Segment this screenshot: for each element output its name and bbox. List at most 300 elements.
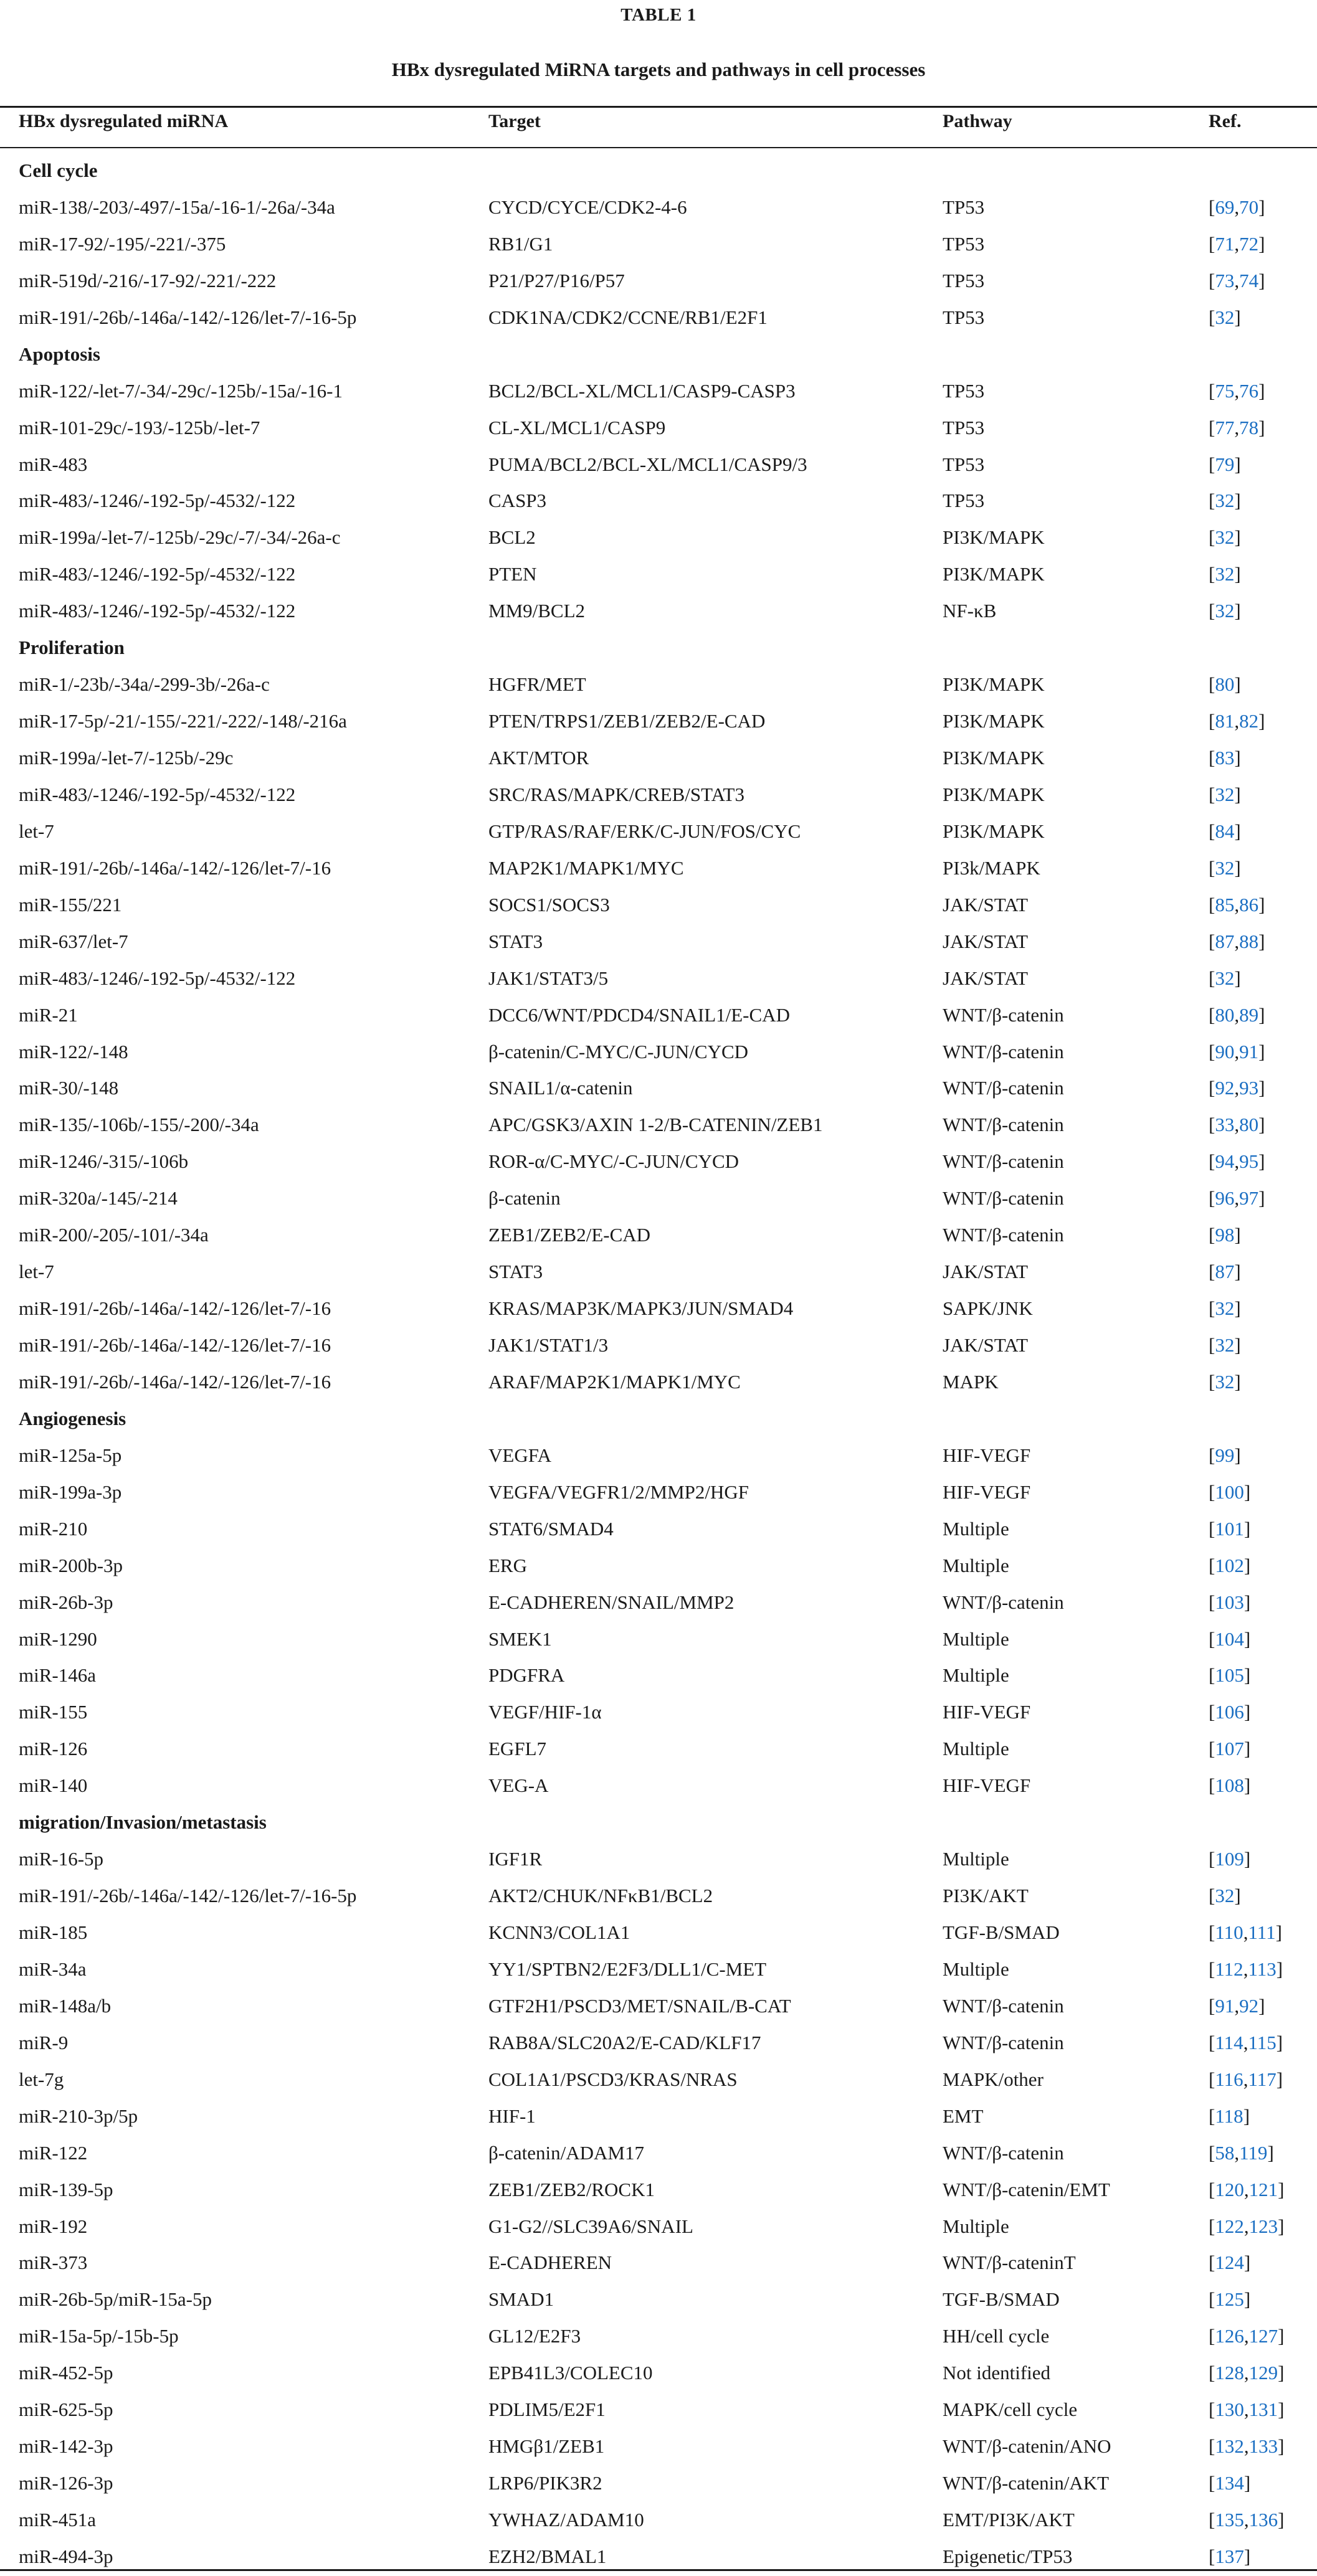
reference-link[interactable]: 32 xyxy=(1215,967,1235,989)
table-row xyxy=(0,1181,1317,1218)
table-row xyxy=(0,1071,1317,1107)
mirna-cell: miR-200/-205/-101/-34a xyxy=(19,1224,209,1246)
reference-link[interactable]: 114 xyxy=(1215,2031,1243,2053)
mirna-cell: let-7 xyxy=(19,1261,54,1283)
mirna-cell: miR-199a/-let-7/-125b/-29c/-7/-34/-26a-c xyxy=(19,526,341,549)
mirna-cell: miR-21 xyxy=(19,1003,78,1026)
target-cell: IGF1R xyxy=(488,1848,543,1870)
reference-link[interactable]: 134 xyxy=(1215,2472,1244,2494)
table-row xyxy=(0,410,1317,447)
ref-cell: [134] xyxy=(1209,2472,1251,2494)
target-cell: AKT2/CHUK/NFκB1/BCL2 xyxy=(488,1885,713,1907)
table-row xyxy=(0,190,1317,227)
pathway-cell: MAPK xyxy=(943,1370,999,1393)
table-caption: HBx dysregulated MiRNA targets and pathways in cell processes xyxy=(391,59,926,80)
ref-cell: [124] xyxy=(1209,2252,1251,2274)
ref-cell: [107] xyxy=(1209,1738,1251,1760)
target-cell: SNAIL1/α-catenin xyxy=(488,1077,633,1099)
reference-link[interactable]: 129 xyxy=(1248,2362,1278,2384)
mirna-cell: miR-483/-1246/-192-5p/-4532/-122 xyxy=(19,783,296,805)
reference-link[interactable]: 108 xyxy=(1215,1774,1244,1797)
pathway-cell: PI3K/MAPK xyxy=(943,783,1045,805)
target-cell: VEGFA xyxy=(488,1444,552,1466)
ref-cell: [137] xyxy=(1209,2545,1251,2567)
target-cell: HGFR/MET xyxy=(488,673,586,696)
ref-cell: [101] xyxy=(1209,1517,1251,1540)
pathway-cell: Multiple xyxy=(943,1738,1009,1760)
reference-link[interactable]: 87 xyxy=(1215,930,1235,952)
target-cell: BCL2 xyxy=(488,526,536,549)
ref-cell: [79] xyxy=(1209,453,1241,475)
reference-link[interactable]: 113 xyxy=(1248,1958,1277,1980)
pathway-cell: MAPK/cell cycle xyxy=(943,2398,1078,2421)
pathway-cell: PI3k/MAPK xyxy=(943,856,1040,879)
table-row xyxy=(0,483,1317,520)
mirna-cell: miR-191/-26b/-146a/-142/-126/let-7/-16 xyxy=(19,1370,331,1393)
reference-link[interactable]: 125 xyxy=(1215,2288,1244,2311)
table-row xyxy=(0,1878,1317,1915)
reference-link[interactable]: 109 xyxy=(1215,1848,1244,1870)
target-cell: PDLIM5/E2F1 xyxy=(488,2398,606,2421)
reference-link[interactable]: 99 xyxy=(1215,1444,1235,1466)
reference-link[interactable]: 128 xyxy=(1215,2362,1244,2384)
target-cell: DCC6/WNT/PDCD4/SNAIL1/E-CAD xyxy=(488,1003,790,1026)
pathway-cell: WNT/β-cateninT xyxy=(943,2252,1076,2274)
table-row xyxy=(0,2466,1317,2503)
ref-cell: [116,117] xyxy=(1209,2068,1283,2090)
section-label: Proliferation xyxy=(19,637,125,659)
ref-cell: [80] xyxy=(1209,673,1241,696)
table-row xyxy=(0,1658,1317,1695)
pathway-cell: WNT/β-catenin/ANO xyxy=(943,2435,1111,2458)
reference-link[interactable]: 135 xyxy=(1215,2509,1244,2531)
reference-link[interactable]: 32 xyxy=(1215,306,1235,328)
table-row xyxy=(0,557,1317,594)
ref-cell: [104] xyxy=(1209,1627,1251,1650)
reference-link[interactable]: 123 xyxy=(1248,2215,1278,2237)
pathway-cell: EMT xyxy=(943,2105,984,2127)
pathway-cell: Multiple xyxy=(943,1664,1009,1687)
ref-cell: [85,86] xyxy=(1209,893,1265,916)
ref-cell: [32] xyxy=(1209,600,1241,622)
target-cell: CASP3 xyxy=(488,490,547,512)
mirna-cell: miR-192 xyxy=(19,2215,88,2237)
pathway-cell: HIF-VEGF xyxy=(943,1701,1031,1723)
mirna-cell: miR-483 xyxy=(19,453,88,475)
table-row xyxy=(0,1035,1317,1071)
target-cell: CYCD/CYCE/CDK2-4-6 xyxy=(488,196,687,218)
reference-link[interactable]: 77 xyxy=(1215,416,1235,438)
mirna-cell: miR-135/-106b/-155/-200/-34a xyxy=(19,1114,259,1136)
target-cell: MM9/BCL2 xyxy=(488,600,586,622)
target-cell: STAT3 xyxy=(488,1261,543,1283)
reference-link[interactable]: 127 xyxy=(1248,2325,1278,2347)
pathway-cell: MAPK/other xyxy=(943,2068,1044,2090)
reference-link[interactable]: 32 xyxy=(1215,563,1235,585)
ref-cell: [69,70] xyxy=(1209,196,1265,218)
reference-link[interactable]: 115 xyxy=(1248,2031,1277,2053)
section-label: Apoptosis xyxy=(19,343,100,365)
pathway-cell: JAK/STAT xyxy=(943,930,1029,952)
target-cell: β-catenin/C-MYC/C-JUN/CYCD xyxy=(488,1040,749,1063)
mirna-cell: miR-30/-148 xyxy=(19,1077,119,1099)
ref-cell: [128,129] xyxy=(1209,2362,1285,2384)
reference-link[interactable]: 32 xyxy=(1215,1334,1235,1356)
pathway-cell: JAK/STAT xyxy=(943,1334,1029,1356)
target-cell: EZH2/BMAL1 xyxy=(488,2545,607,2567)
table-label: TABLE 1 xyxy=(620,5,697,25)
mirna-cell: miR-191/-26b/-146a/-142/-126/let-7/-16 xyxy=(19,1334,331,1356)
table-row xyxy=(0,1989,1317,2025)
target-cell: MAP2K1/MAPK1/MYC xyxy=(488,856,684,879)
ref-cell: [32] xyxy=(1209,856,1241,879)
table-row xyxy=(0,227,1317,263)
ref-cell: [32] xyxy=(1209,1370,1241,1393)
table-row xyxy=(0,374,1317,410)
ref-cell: [32] xyxy=(1209,967,1241,989)
reference-link[interactable]: 32 xyxy=(1215,1370,1235,1393)
table-row xyxy=(0,1512,1317,1548)
reference-link[interactable]: 131 xyxy=(1248,2398,1278,2421)
reference-link[interactable]: 91 xyxy=(1215,1994,1235,2017)
reference-link[interactable]: 101 xyxy=(1215,1517,1244,1540)
table-row xyxy=(0,777,1317,814)
section-heading xyxy=(0,337,1317,374)
reference-link[interactable]: 74 xyxy=(1239,269,1259,291)
table-row xyxy=(0,447,1317,484)
pathway-cell: WNT/β-catenin xyxy=(943,1994,1064,2017)
pathway-cell: TGF-B/SMAD xyxy=(943,2288,1060,2311)
ref-cell: [109] xyxy=(1209,1848,1251,1870)
target-cell: PTEN/TRPS1/ZEB1/ZEB2/E-CAD xyxy=(488,710,766,732)
target-cell: G1-G2//SLC39A6/SNAIL xyxy=(488,2215,693,2237)
reference-link[interactable]: 80 xyxy=(1215,673,1235,696)
target-cell: CDK1NA/CDK2/CCNE/RB1/E2F1 xyxy=(488,306,768,328)
mirna-cell: miR-122/-let-7/-34/-29c/-125b/-15a/-16-1 xyxy=(19,379,343,402)
ref-cell: [32] xyxy=(1209,783,1241,805)
target-cell: STAT6/SMAD4 xyxy=(488,1517,614,1540)
table-row xyxy=(0,1438,1317,1475)
reference-link[interactable]: 92 xyxy=(1215,1077,1235,1099)
reference-link[interactable]: 130 xyxy=(1215,2398,1244,2421)
reference-link[interactable]: 84 xyxy=(1215,820,1235,842)
table-row xyxy=(0,2062,1317,2099)
pathway-cell: TP53 xyxy=(943,306,985,328)
reference-link[interactable]: 78 xyxy=(1239,416,1259,438)
reference-link[interactable]: 32 xyxy=(1215,490,1235,512)
target-cell: SMAD1 xyxy=(488,2288,554,2311)
ref-cell: [87,88] xyxy=(1209,930,1265,952)
reference-link[interactable]: 93 xyxy=(1239,1077,1259,1099)
pathway-cell: PI3K/MAPK xyxy=(943,526,1045,549)
reference-link[interactable]: 126 xyxy=(1215,2325,1244,2347)
pathway-cell: TP53 xyxy=(943,453,985,475)
table-row xyxy=(0,2356,1317,2392)
table-row xyxy=(0,1952,1317,1989)
ref-cell: [103] xyxy=(1209,1591,1251,1613)
mirna-cell: miR-146a xyxy=(19,1664,96,1687)
mirna-cell: miR-191/-26b/-146a/-142/-126/let-7/-16-5p xyxy=(19,1885,357,1907)
reference-link[interactable]: 86 xyxy=(1239,893,1259,916)
table-row xyxy=(0,1842,1317,1878)
reference-link[interactable]: 85 xyxy=(1215,893,1235,916)
table-row xyxy=(0,300,1317,337)
table-row xyxy=(0,1254,1317,1291)
target-cell: ZEB1/ZEB2/E-CAD xyxy=(488,1224,651,1246)
pathway-cell: Multiple xyxy=(943,2215,1009,2237)
reference-link[interactable]: 81 xyxy=(1215,710,1235,732)
table-row xyxy=(0,741,1317,777)
mirna-cell: miR-15a-5p/-15b-5p xyxy=(19,2325,179,2347)
target-cell: PUMA/BCL2/BCL-XL/MCL1/CASP9/3 xyxy=(488,453,807,475)
pathway-cell: WNT/β-catenin xyxy=(943,1077,1064,1099)
reference-link[interactable]: 33 xyxy=(1215,1114,1235,1136)
table-row xyxy=(0,1218,1317,1254)
reference-link[interactable]: 32 xyxy=(1215,783,1235,805)
target-cell: VEGFA/VEGFR1/2/MMP2/HGF xyxy=(488,1480,749,1503)
reference-link[interactable]: 89 xyxy=(1239,1003,1259,1026)
reference-link[interactable]: 32 xyxy=(1215,1297,1235,1320)
pathway-cell: WNT/β-catenin xyxy=(943,1591,1064,1613)
pathway-cell: SAPK/JNK xyxy=(943,1297,1033,1320)
table-row xyxy=(0,520,1317,557)
pathway-cell: NF-κB xyxy=(943,600,997,622)
reference-link[interactable]: 79 xyxy=(1215,453,1235,475)
reference-link[interactable]: 32 xyxy=(1215,1885,1235,1907)
reference-link[interactable]: 87 xyxy=(1215,1261,1235,1283)
ref-cell: [106] xyxy=(1209,1701,1251,1723)
reference-link[interactable]: 106 xyxy=(1215,1701,1244,1723)
header-mirna: HBx dysregulated miRNA xyxy=(19,111,229,131)
table-row xyxy=(0,2503,1317,2539)
mirna-cell: miR-140 xyxy=(19,1774,88,1797)
mirna-cell: miR-191/-26b/-146a/-142/-126/let-7/-16 xyxy=(19,1297,331,1320)
pathway-cell: WNT/β-catenin/EMT xyxy=(943,2178,1110,2200)
reference-link[interactable]: 75 xyxy=(1215,379,1235,402)
table-row xyxy=(0,851,1317,888)
table-row xyxy=(0,961,1317,998)
reference-link[interactable]: 76 xyxy=(1239,379,1259,402)
reference-link[interactable]: 118 xyxy=(1215,2105,1243,2127)
pathway-cell: WNT/β-catenin xyxy=(943,1114,1064,1136)
reference-link[interactable]: 97 xyxy=(1239,1187,1259,1210)
ref-cell: [126,127] xyxy=(1209,2325,1285,2347)
ref-cell: [71,72] xyxy=(1209,232,1265,255)
ref-cell: [125] xyxy=(1209,2288,1251,2311)
reference-link[interactable]: 111 xyxy=(1248,1921,1276,1943)
ref-cell: [100] xyxy=(1209,1480,1251,1503)
ref-cell: [99] xyxy=(1209,1444,1241,1466)
ref-cell: [32] xyxy=(1209,526,1241,549)
mirna-cell: let-7g xyxy=(19,2068,64,2090)
reference-link[interactable]: 132 xyxy=(1215,2435,1244,2458)
table-row xyxy=(0,667,1317,704)
mirna-cell: miR-191/-26b/-146a/-142/-126/let-7/-16-5p xyxy=(19,306,357,328)
target-cell: JAK1/STAT3/5 xyxy=(488,967,609,989)
target-cell: KCNN3/COL1A1 xyxy=(488,1921,630,1943)
reference-link[interactable]: 98 xyxy=(1215,1224,1235,1246)
table-header xyxy=(0,111,1317,146)
target-cell: KRAS/MAP3K/MAPK3/JUN/SMAD4 xyxy=(488,1297,794,1320)
section-label: Angiogenesis xyxy=(19,1407,126,1429)
mirna-cell: miR-483/-1246/-192-5p/-4532/-122 xyxy=(19,563,296,585)
reference-link[interactable]: 90 xyxy=(1215,1040,1235,1063)
target-cell: EPB41L3/COLEC10 xyxy=(488,2362,653,2384)
mirna-cell: miR-155 xyxy=(19,1701,88,1723)
target-cell: HIF-1 xyxy=(488,2105,536,2127)
reference-link[interactable]: 116 xyxy=(1215,2068,1243,2090)
reference-link[interactable]: 91 xyxy=(1239,1040,1259,1063)
reference-link[interactable]: 69 xyxy=(1215,196,1235,218)
reference-link[interactable]: 92 xyxy=(1239,1994,1259,2017)
header-pathway: Pathway xyxy=(943,111,1012,131)
target-cell: GTP/RAS/RAF/ERK/C-JUN/FOS/CYC xyxy=(488,820,801,842)
mirna-cell: miR-126 xyxy=(19,1738,88,1760)
section-heading xyxy=(0,1805,1317,1842)
table-row xyxy=(0,1622,1317,1659)
pathway-cell: WNT/β-catenin xyxy=(943,2031,1064,2053)
reference-link[interactable]: 104 xyxy=(1215,1627,1244,1650)
reference-link[interactable]: 32 xyxy=(1215,526,1235,549)
ref-cell: [32] xyxy=(1209,1334,1241,1356)
ref-cell: [32] xyxy=(1209,306,1241,328)
table-row xyxy=(0,1365,1317,1401)
mirna-cell: miR-451a xyxy=(19,2509,96,2531)
target-cell: PDGFRA xyxy=(488,1664,565,1687)
reference-link[interactable]: 32 xyxy=(1215,600,1235,622)
reference-link[interactable]: 82 xyxy=(1239,710,1259,732)
mirna-cell: miR-142-3p xyxy=(19,2435,113,2458)
pathway-cell: EMT/PI3K/AKT xyxy=(943,2509,1075,2531)
reference-link[interactable]: 95 xyxy=(1239,1150,1259,1173)
mirna-cell: miR-519d/-216/-17-92/-221/-222 xyxy=(19,269,277,291)
ref-cell: [130,131] xyxy=(1209,2398,1285,2421)
ref-cell: [118] xyxy=(1209,2105,1250,2127)
mirna-cell: miR-199a-3p xyxy=(19,1480,122,1503)
reference-link[interactable]: 136 xyxy=(1248,2509,1278,2531)
ref-cell: [94,95] xyxy=(1209,1150,1265,1173)
reference-link[interactable]: 103 xyxy=(1215,1591,1244,1613)
mirna-cell: miR-139-5p xyxy=(19,2178,113,2200)
reference-link[interactable]: 119 xyxy=(1239,2141,1268,2164)
reference-link[interactable]: 88 xyxy=(1239,930,1259,952)
reference-link[interactable]: 102 xyxy=(1215,1554,1244,1576)
header-ref: Ref. xyxy=(1209,111,1242,131)
pathway-cell: HIF-VEGF xyxy=(943,1444,1031,1466)
table-row xyxy=(0,2025,1317,2062)
ref-cell: [135,136] xyxy=(1209,2509,1285,2531)
reference-link[interactable]: 70 xyxy=(1239,196,1259,218)
mirna-cell: miR-148a/b xyxy=(19,1994,112,2017)
ref-cell: [122,123] xyxy=(1209,2215,1285,2237)
reference-link[interactable]: 133 xyxy=(1248,2435,1278,2458)
pathway-cell: JAK/STAT xyxy=(943,893,1029,916)
pathway-cell: PI3K/MAPK xyxy=(943,563,1045,585)
reference-link[interactable]: 73 xyxy=(1215,269,1235,291)
mirna-cell: miR-122/-148 xyxy=(19,1040,128,1063)
pathway-cell: WNT/β-catenin/AKT xyxy=(943,2472,1110,2494)
reference-link[interactable]: 117 xyxy=(1248,2068,1277,2090)
pathway-cell: TGF-B/SMAD xyxy=(943,1921,1060,1943)
table-row xyxy=(0,2245,1317,2282)
pathway-cell: WNT/β-catenin xyxy=(943,1040,1064,1063)
ref-cell: [91,92] xyxy=(1209,1994,1265,2017)
mirna-cell: miR-483/-1246/-192-5p/-4532/-122 xyxy=(19,490,296,512)
section-label: Cell cycle xyxy=(19,159,98,181)
mirna-cell: miR-1290 xyxy=(19,1627,97,1650)
reference-link[interactable]: 137 xyxy=(1215,2545,1244,2567)
target-cell: E-CADHEREN/SNAIL/MMP2 xyxy=(488,1591,735,1613)
pathway-cell: HIF-VEGF xyxy=(943,1480,1031,1503)
reference-link[interactable]: 83 xyxy=(1215,747,1235,769)
table-row xyxy=(0,1695,1317,1731)
mirna-cell: miR-320a/-145/-214 xyxy=(19,1187,178,1210)
mirna-cell: miR-625-5p xyxy=(19,2398,113,2421)
mirna-cell: miR-185 xyxy=(19,1921,88,1943)
pathway-cell: Multiple xyxy=(943,1627,1009,1650)
reference-link[interactable]: 122 xyxy=(1215,2215,1244,2237)
mirna-cell: miR-17-92/-195/-221/-375 xyxy=(19,232,226,255)
target-cell: RB1/G1 xyxy=(488,232,553,255)
target-cell: SRC/RAS/MAPK/CREB/STAT3 xyxy=(488,783,744,805)
pathway-cell: Multiple xyxy=(943,1517,1009,1540)
target-cell: RAB8A/SLC20A2/E-CAD/KLF17 xyxy=(488,2031,761,2053)
reference-link[interactable]: 58 xyxy=(1215,2141,1235,2164)
pathway-cell: Not identified xyxy=(943,2362,1051,2384)
reference-link[interactable]: 105 xyxy=(1215,1664,1244,1687)
reference-link[interactable]: 96 xyxy=(1215,1187,1235,1210)
ref-cell: [58,119] xyxy=(1209,2141,1274,2164)
ref-cell: [32] xyxy=(1209,1885,1241,1907)
target-cell: PTEN xyxy=(488,563,537,585)
reference-link[interactable]: 72 xyxy=(1239,232,1259,255)
reference-link[interactable]: 112 xyxy=(1215,1958,1243,1980)
table-row xyxy=(0,924,1317,961)
pathway-cell: HH/cell cycle xyxy=(943,2325,1050,2347)
reference-link[interactable]: 120 xyxy=(1215,2178,1244,2200)
target-cell: JAK1/STAT1/3 xyxy=(488,1334,609,1356)
header-target: Target xyxy=(488,111,541,131)
table-row xyxy=(0,704,1317,741)
pathway-cell: PI3K/MAPK xyxy=(943,747,1045,769)
pathway-cell: TP53 xyxy=(943,490,985,512)
reference-link[interactable]: 107 xyxy=(1215,1738,1244,1760)
reference-link[interactable]: 94 xyxy=(1215,1150,1235,1173)
ref-cell: [77,78] xyxy=(1209,416,1265,438)
reference-link[interactable]: 110 xyxy=(1215,1921,1243,1943)
reference-link[interactable]: 71 xyxy=(1215,232,1235,255)
ref-cell: [81,82] xyxy=(1209,710,1265,732)
table-row xyxy=(0,2319,1317,2356)
reference-link[interactable]: 100 xyxy=(1215,1480,1244,1503)
pathway-cell: TP53 xyxy=(943,269,985,291)
header-rule xyxy=(0,147,1317,148)
target-cell: EGFL7 xyxy=(488,1738,546,1760)
mirna-cell: miR-16-5p xyxy=(19,1848,104,1870)
reference-link[interactable]: 32 xyxy=(1215,856,1235,879)
pathway-cell: WNT/β-catenin xyxy=(943,1003,1064,1026)
reference-link[interactable]: 121 xyxy=(1248,2178,1278,2200)
ref-cell: [83] xyxy=(1209,747,1241,769)
target-cell: SMEK1 xyxy=(488,1627,552,1650)
reference-link[interactable]: 80 xyxy=(1215,1003,1235,1026)
bottom-rule xyxy=(0,2569,1317,2571)
mirna-cell: miR-1246/-315/-106b xyxy=(19,1150,189,1173)
mirna-cell: miR-483/-1246/-192-5p/-4532/-122 xyxy=(19,967,296,989)
reference-link[interactable]: 80 xyxy=(1239,1114,1259,1136)
table-row xyxy=(0,2136,1317,2172)
reference-link[interactable]: 124 xyxy=(1215,2252,1244,2274)
